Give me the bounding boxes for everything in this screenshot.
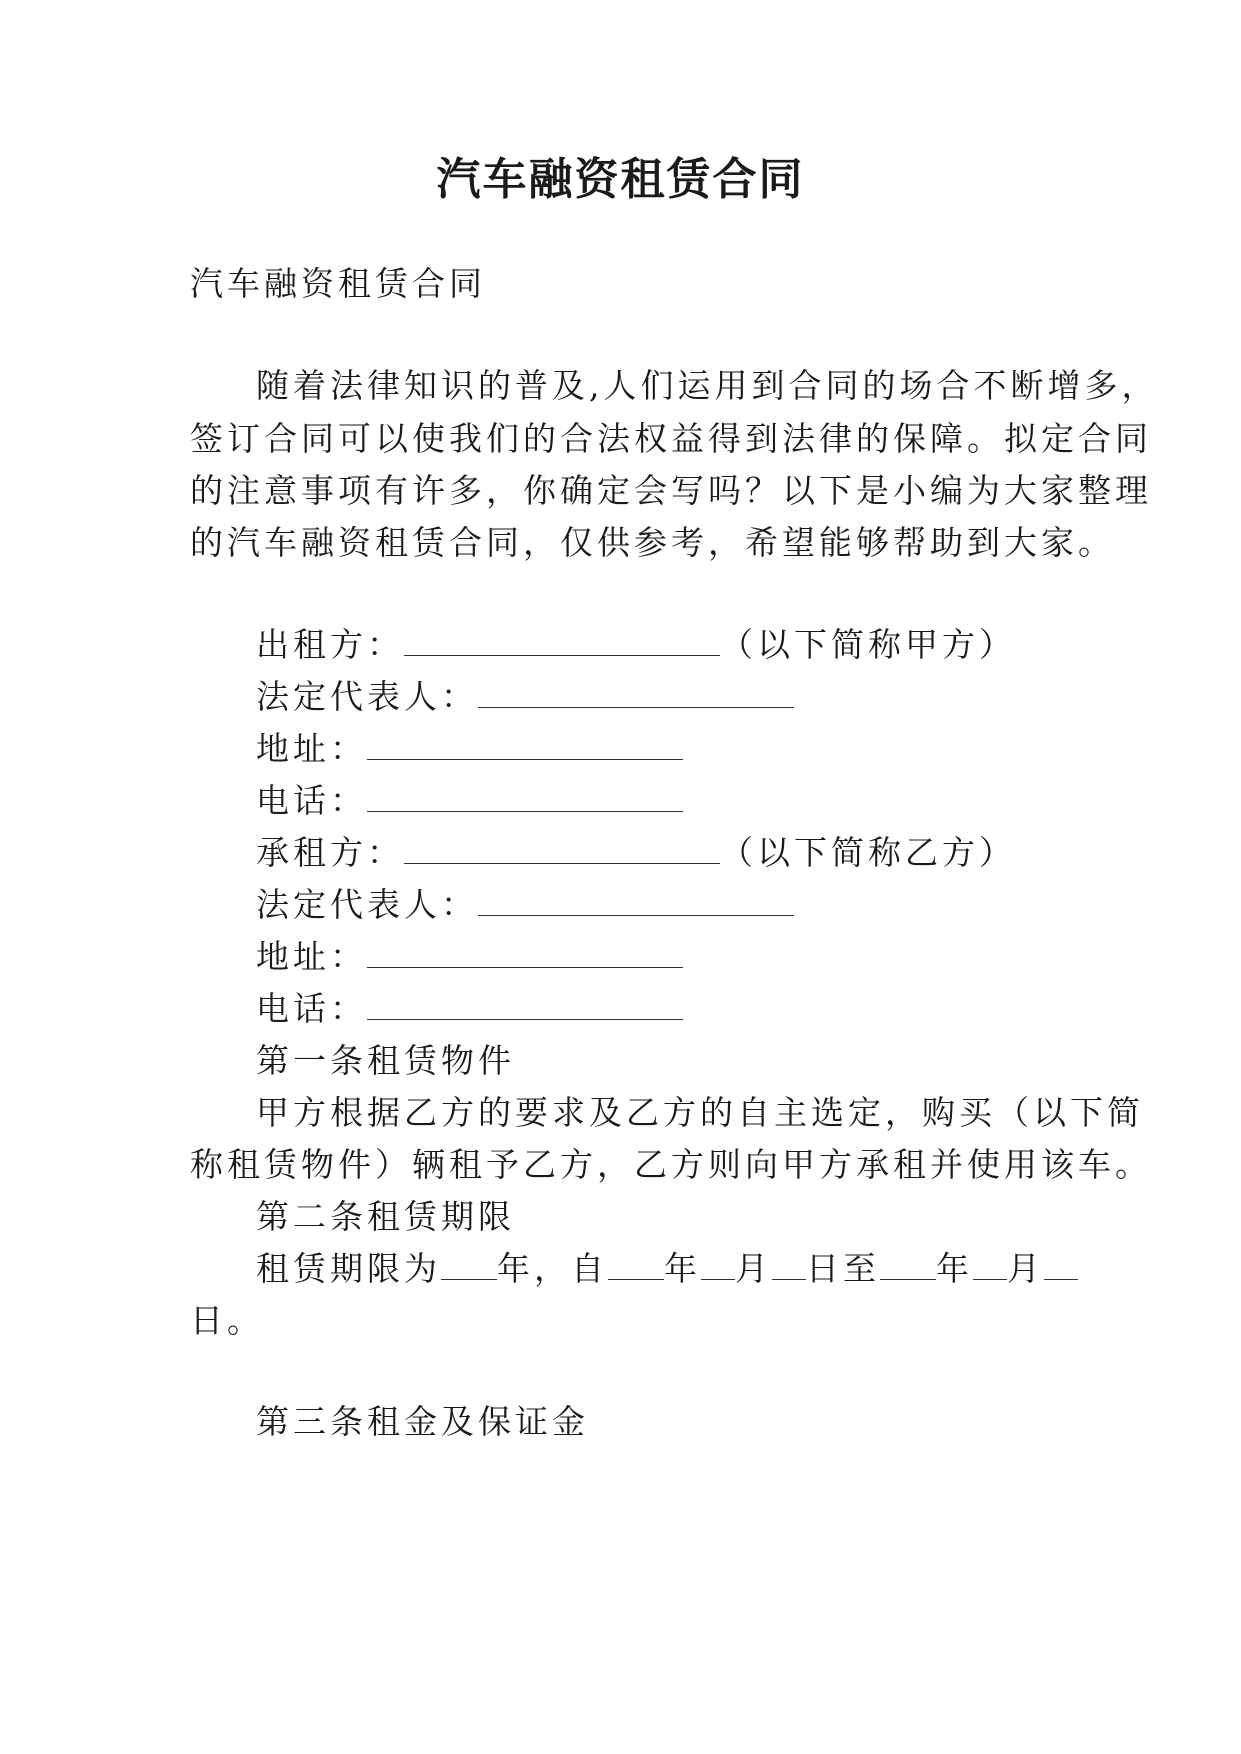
term-text: 月: [735, 1249, 772, 1288]
intro-line-2: 签订合同可以使我们的合法权益得到法律的保障。拟定合同: [190, 419, 1152, 458]
address-blank: [367, 729, 683, 760]
phone-blank: [367, 781, 683, 812]
legal-rep-row-2: [256, 876, 794, 934]
legal-rep-label: 法定代表人：: [256, 885, 478, 924]
lessee-row: [256, 824, 1016, 882]
address-row-2: [256, 928, 683, 986]
document-title: 汽车融资租赁合同: [436, 154, 805, 205]
legal-rep-blank: [478, 677, 794, 708]
term-text: 年: [936, 1249, 973, 1288]
legal-rep-blank: [478, 885, 794, 916]
intro-line-4: 的汽车融资租赁合同，仅供参考，希望能够帮助到大家。: [190, 523, 1115, 562]
phone-blank: [367, 989, 683, 1020]
intro-line-1: 随着法律知识的普及,人们运用到合同的场合不断增多，: [256, 366, 1159, 405]
lessor-label: 出租方：: [256, 625, 404, 664]
address-blank: [367, 937, 683, 968]
phone-label: 电话：: [256, 781, 367, 820]
term-text: 租赁期限为: [256, 1249, 441, 1288]
phone-row-2: [256, 980, 683, 1038]
end-day-blank: [1044, 1249, 1078, 1280]
intro-line-3: 的注意事项有许多，你确定会写吗？以下是小编为大家整理: [190, 471, 1152, 510]
end-year-blank: [880, 1249, 936, 1280]
term-years-blank: [441, 1249, 497, 1280]
lessor-row: [256, 616, 1016, 674]
term-text: 年: [664, 1249, 701, 1288]
start-month-blank: [701, 1249, 735, 1280]
term-text: 年，自: [497, 1249, 608, 1288]
phone-label: 电话：: [256, 989, 367, 1028]
address-row-1: [256, 720, 683, 778]
term-text: 日至: [806, 1249, 880, 1288]
article-2-line-1: [256, 1240, 1078, 1298]
legal-rep-label: 法定代表人：: [256, 677, 478, 716]
article-3-title: 第三条租金及保证金: [256, 1402, 589, 1441]
article-1-line-1: 甲方根据乙方的要求及乙方的自主选定，购买（以下简: [256, 1093, 1144, 1132]
lessor-suffix: （以下简称甲方）: [720, 625, 1016, 664]
article-2-line-2: 日。: [190, 1301, 264, 1340]
address-label: 地址：: [256, 937, 367, 976]
article-1-title: 第一条租赁物件: [256, 1041, 515, 1080]
lessee-label: 承租方：: [256, 833, 404, 872]
lessor-blank: [404, 625, 720, 656]
document-heading: 汽车融资租赁合同: [190, 264, 486, 303]
lessee-blank: [404, 833, 720, 864]
phone-row-1: [256, 772, 683, 830]
legal-rep-row-1: [256, 668, 794, 726]
end-month-blank: [973, 1249, 1007, 1280]
article-2-title: 第二条租赁期限: [256, 1197, 515, 1236]
lessee-suffix: （以下简称乙方）: [720, 833, 1016, 872]
term-text: 月: [1007, 1249, 1044, 1288]
article-1-line-2: 称租赁物件）辆租予乙方，乙方则向甲方承租并使用该车。: [190, 1145, 1152, 1184]
start-day-blank: [772, 1249, 806, 1280]
start-year-blank: [608, 1249, 664, 1280]
address-label: 地址：: [256, 729, 367, 768]
